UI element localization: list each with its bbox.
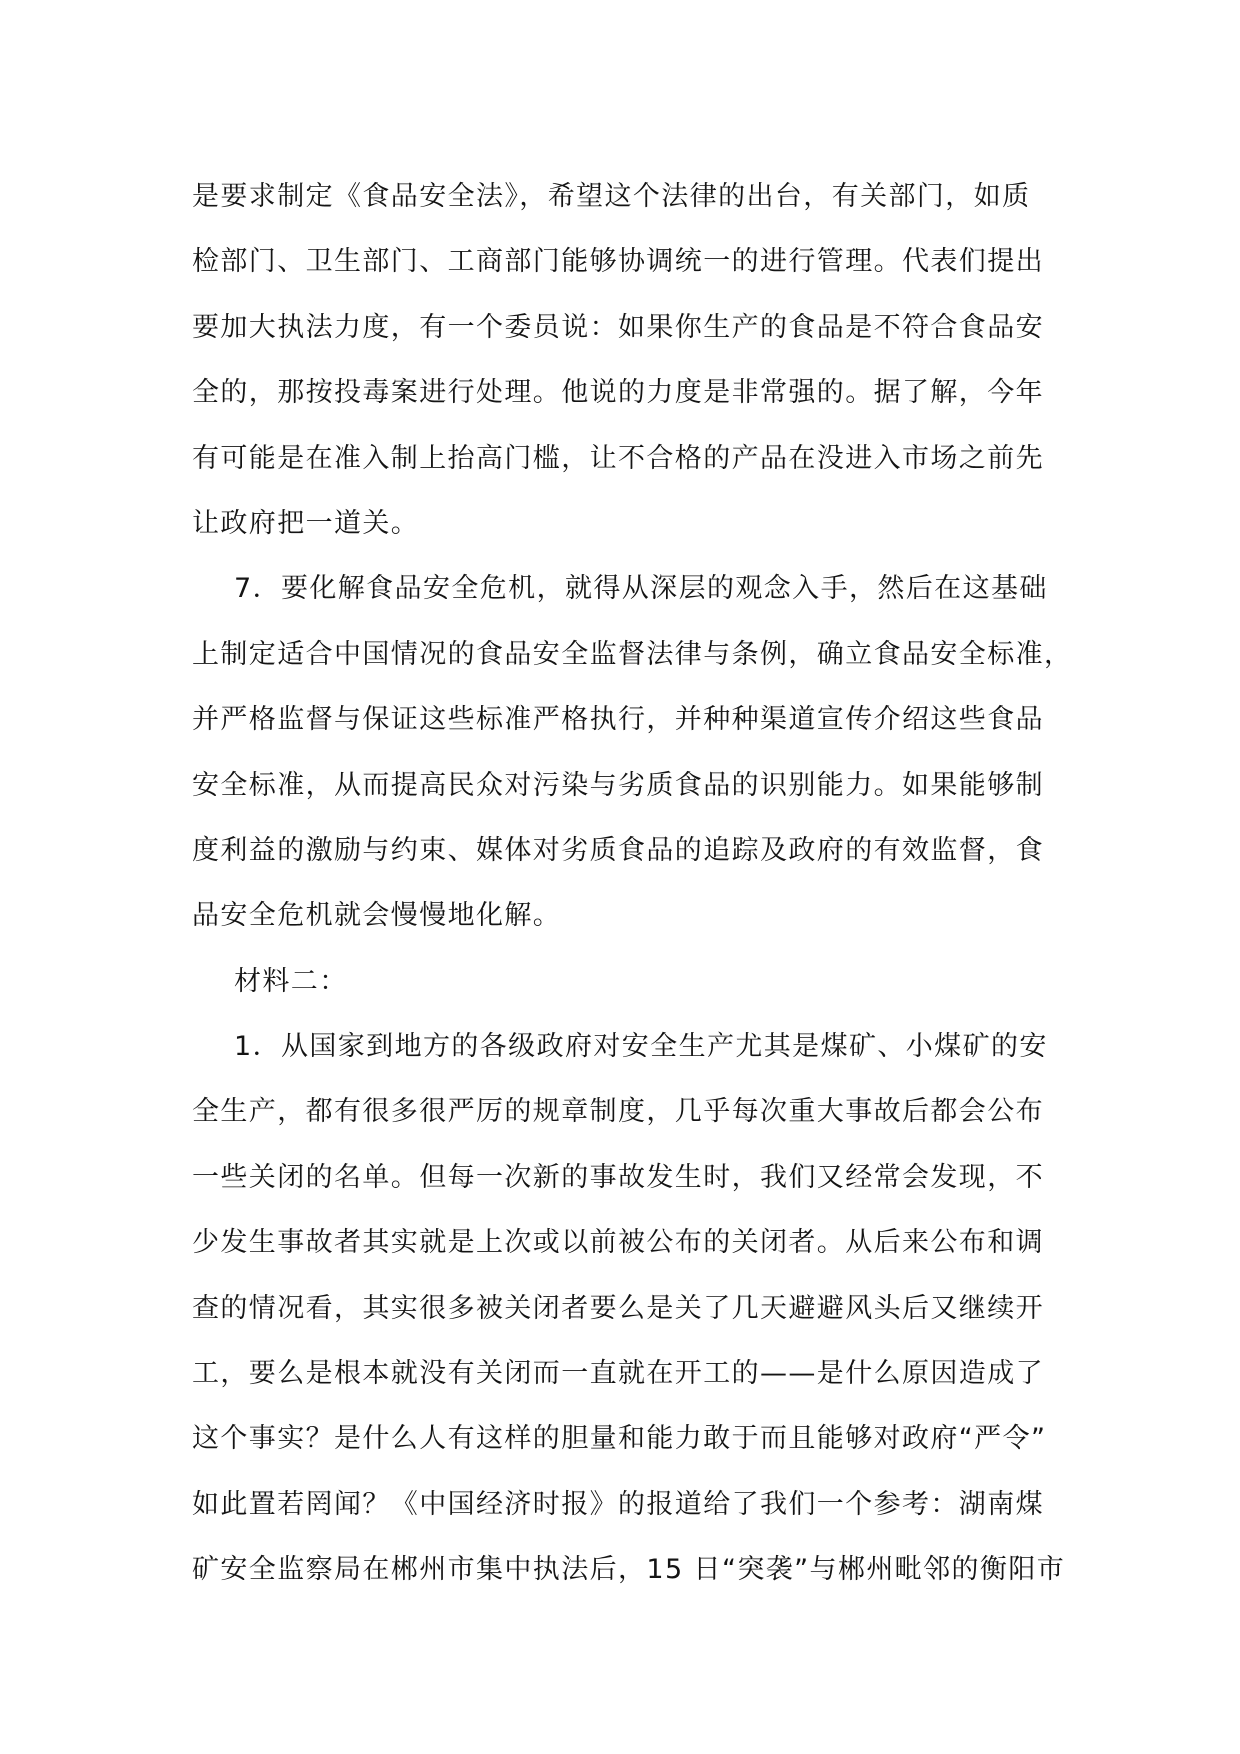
text-line: 品安全危机就会慢慢地化解。 — [192, 900, 562, 932]
text-line: 这个事实？是什么人有这样的胆量和能力敢于而且能够对政府“严令” — [192, 1423, 1047, 1455]
paragraph-item-1 — [192, 1014, 1092, 1603]
text-line: 是要求制定《食品安全法》，希望这个法律的出台，有关部门，如质 — [192, 181, 1031, 212]
text-line: 少发生事故者其实就是上次或以前被公布的关闭者。从后来公布和调 — [192, 1227, 1044, 1259]
text-line: 全生产，都有很多很严厉的规章制度，几乎每次重大事故后都会公布 — [192, 1096, 1044, 1128]
text-line: 7．要化解食品安全危机，就得从深层的观念入手，然后在这基础 — [234, 573, 1048, 605]
text-line: 如此置若罔闻？《中国经济时报》的报道给了我们一个参考：湖南煤 — [192, 1488, 1044, 1520]
text-line: 工，要么是根本就没有关闭而一直就在开工的——是什么原因造成了 — [192, 1358, 1044, 1390]
text-line: 查的情况看，其实很多被关闭者要么是关了几天避避风头后又继续开 — [192, 1292, 1044, 1324]
text-line: 检部门、卫生部门、工商部门能够协调统一的进行管理。代表们提出 — [192, 246, 1044, 278]
text-line: 让政府把一道关。 — [192, 507, 420, 539]
text-line: 1．从国家到地方的各级政府对安全生产尤其是煤矿、小煤矿的安 — [234, 1031, 1048, 1063]
document-body — [192, 164, 1092, 1603]
text-line: 并严格监督与保证这些标准严格执行，并种种渠道宣传介绍这些食品 — [192, 704, 1044, 736]
text-line: 度利益的激励与约束、媒体对劣质食品的追踪及政府的有效监督，食 — [192, 834, 1044, 866]
paragraph-food-safety-law — [192, 164, 1092, 556]
text-line: 一些关闭的名单。但每一次新的事故发生时，我们又经常会发现，不 — [192, 1161, 1044, 1193]
text-line: 要加大执法力度，有一个委员说：如果你生产的食品是不符合食品安 — [192, 311, 1044, 343]
text-line: 上制定适合中国情况的食品安全监督法律与条例，确立食品安全标准， — [192, 638, 1073, 670]
paragraph-item-7 — [192, 556, 1092, 948]
text-line: 全的，那按投毒案进行处理。他说的力度是非常强的。据了解，今年 — [192, 377, 1044, 409]
section-heading: 材料二： — [234, 965, 348, 997]
section-heading-material-two — [192, 949, 1092, 1014]
text-line: 安全标准，从而提高民众对污染与劣质食品的识别能力。如果能够制 — [192, 769, 1044, 801]
text-line: 矿安全监察局在郴州市集中执法后，15 日“突袭”与郴州毗邻的衡阳市 — [192, 1554, 1066, 1586]
text-line: 有可能是在准入制上抬高门槛，让不合格的产品在没进入市场之前先 — [192, 442, 1044, 474]
